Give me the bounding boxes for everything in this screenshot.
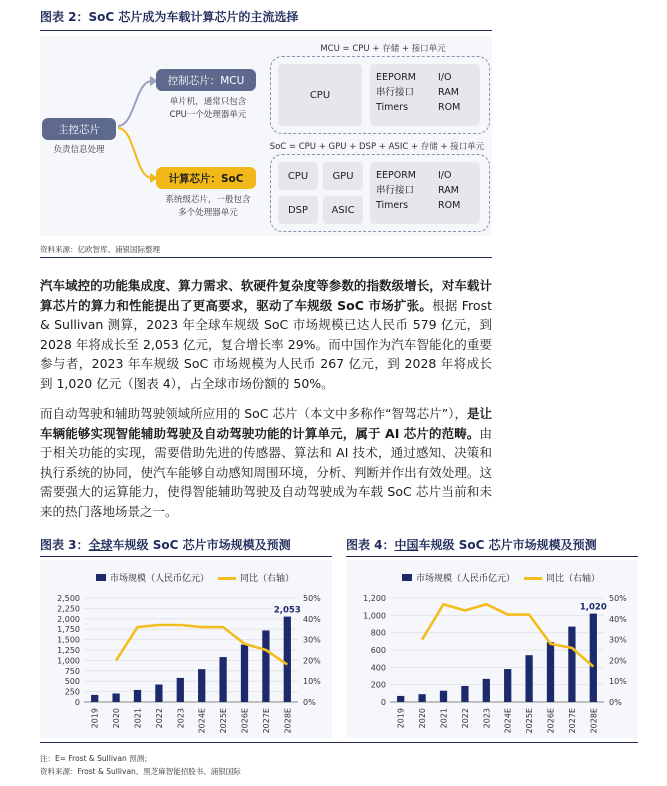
fig4-y2tick: 30% [609, 635, 627, 645]
fig3-yoy-line [116, 625, 287, 665]
fig4-ytick: 400 [370, 663, 386, 673]
fig3-xtick: 2023 [176, 708, 186, 729]
mcu-mem-list [376, 70, 416, 115]
fig4-ytick: 800 [370, 628, 386, 638]
mcu-mem-0: EEPORM [376, 72, 417, 83]
fig3-xtick: 2025E [219, 708, 229, 734]
paragraph-1 [40, 276, 492, 393]
mcu-box [156, 69, 256, 91]
fig3-title [40, 536, 291, 553]
fig3-y2tick: 0% [303, 698, 316, 707]
fig4-title-post: 车规级 SoC 芯片市场规模及预测 [418, 538, 597, 552]
fig3-bar-2028E [284, 617, 291, 702]
fig4-ytick: 1,000 [363, 611, 386, 621]
fig3-ytick: 2,500 [57, 594, 80, 603]
fig4-ytick: 1,200 [363, 594, 386, 603]
soc-label: 计算芯片：SoC [168, 172, 244, 185]
p1-rest: 根据 Frost & Sullivan 测算，2023 年全球车规级 SoC 市场规模已达人民币 579 亿元，到 2028 年将成长至 2,053 亿元，复合增长率 29%。而中国作为汽车智能化的重要参与者，2023 年车规级 SoC 市场规模为人民币 267 亿元，到 2028 年将成长到 1,020 亿元（图表 4），占全球市场份额的 50%。 [40, 297, 492, 391]
soc-mem-list [376, 168, 416, 213]
soc-unit-asic-label: ASIC [331, 204, 355, 216]
soc-mem-1: 串行接口 [376, 185, 415, 196]
mcu-desc-line1: 单片机，通常只包含 [169, 97, 247, 107]
fig3-bar-2019 [91, 695, 98, 702]
fig4-y2tick: 40% [609, 614, 627, 624]
fig3-xtick: 2028E [283, 708, 293, 734]
fig4-xtick: 2023 [482, 708, 492, 729]
fig4-bar-2020 [418, 694, 425, 702]
fig3-bar-2022 [155, 685, 162, 702]
fig4-y2tick: 20% [609, 656, 627, 666]
fig3-legend-line-swatch [218, 577, 236, 580]
fig3-xtick: 2026E [240, 708, 250, 734]
soc-io-0: I/O [438, 170, 452, 181]
fig4-title-rule [346, 556, 638, 557]
fig4-yoy-line [422, 604, 593, 666]
soc-mem-0: EEPORM [376, 170, 417, 181]
fig3-ytick: 1,000 [57, 656, 80, 666]
soc-unit-cpu-label: CPU [287, 170, 309, 182]
fig4-xtick: 2027E [567, 708, 577, 734]
notes-note: 注：E= Frost & Sullivan 预测； [40, 754, 152, 763]
fig3-ytick: 1,750 [57, 625, 80, 635]
fig2-panel [40, 36, 492, 236]
fig3-y2tick: 10% [303, 677, 321, 687]
fig4-xtick: 2028E [589, 708, 599, 734]
soc-io-list [438, 168, 460, 213]
fig3-ytick: 2,250 [57, 604, 80, 614]
fig4-xtick: 2025E [525, 708, 535, 734]
fig4-bar-2023 [483, 679, 490, 702]
fig4-bar-2021 [440, 691, 447, 702]
fig3-peak-label: 2,053 [273, 605, 301, 616]
fig3-bar-2027E [262, 630, 269, 702]
fig3-xtick: 2027E [261, 708, 271, 734]
fig4-y2tick: 10% [609, 677, 627, 687]
fig4-ytick: 0 [380, 698, 386, 707]
fig4-title [346, 536, 597, 553]
soc-mem-2: Timers [376, 200, 409, 211]
notes-rule [40, 742, 638, 743]
mcu-label: 控制芯片：MCU [167, 74, 245, 87]
mcu-mem-1: 串行接口 [376, 87, 415, 98]
fig2-source: 资料来源：亿欧智库、浦银国际整理 [40, 245, 160, 254]
fig3-title-region: 全球 [88, 538, 113, 552]
main-chip-desc: 负责信息处理 [53, 145, 105, 155]
main-chip-label: 主控芯片 [58, 123, 100, 136]
paragraph-2 [40, 404, 492, 521]
fig3-ytick: 500 [64, 677, 80, 687]
fig3-title-post: 车规级 SoC 芯片市场规模及预测 [112, 538, 291, 552]
fig3-bar-2020 [112, 693, 119, 702]
fig4-legend-line-label: 同比（右轴） [546, 574, 601, 584]
soc-unit-dsp [278, 196, 318, 224]
fig4-title-pre: 图表 4： [346, 538, 395, 552]
fig3-chart [40, 586, 332, 738]
fig3-legend-bar-label: 市场规模（人民币亿元） [110, 574, 210, 584]
fig4-chart [346, 586, 638, 738]
fig4-legend-line-swatch [524, 577, 542, 580]
soc-unit-dsp-label: DSP [287, 204, 309, 216]
fig3-bar-2023 [177, 678, 184, 702]
soc-formula: SoC = CPU + GPU + DSP + ASIC + 存储 + 接口单元 [269, 142, 485, 152]
mcu-io-2: ROM [438, 102, 461, 113]
fig3-xtick: 2021 [133, 708, 143, 729]
fig4-xtick: 2024E [503, 708, 513, 734]
fig4-title-region: 中国 [394, 538, 419, 552]
mcu-desc-line2: CPU一个处理器单元 [169, 110, 247, 120]
fig2-title: 图表 2：SoC 芯片成为车载计算芯片的主流选择 [40, 10, 299, 24]
fig4-xtick: 2026E [546, 708, 556, 734]
soc-desc-line2: 多个处理器单元 [178, 208, 238, 218]
soc-unit-gpu [323, 162, 363, 190]
fig3-ytick: 250 [64, 687, 80, 697]
fig2-title-rule [40, 30, 492, 31]
fig3-legend-bar-swatch [96, 574, 106, 581]
soc-box [156, 167, 256, 189]
fig4-bar-2019 [397, 696, 404, 702]
mcu-desc [152, 96, 264, 122]
fig3-y2tick: 30% [303, 635, 321, 645]
fig4-xtick: 2020 [418, 708, 428, 729]
fig3-xtick: 2020 [112, 708, 122, 729]
mcu-io-0: I/O [438, 72, 452, 83]
fig3-ytick: 2,000 [57, 614, 80, 624]
p1-bold: 汽车域控的功能集成度、算力需求、软硬件复杂度等参数的指数级增长，对车载计算芯片的算力和性能提出了更高要求，驱动了车规级 SoC 市场扩张。 [40, 278, 492, 313]
p2-a: 而自动驾驶和辅助驾驶领域所应用的 SoC 芯片（本文中多称作“智驾芯片”）， [40, 406, 467, 421]
fig3-xtick: 2022 [154, 708, 164, 729]
p2-bold: 是让车辆能够实现智能辅助驾驶及自动驾驶功能的计算单元，属于 AI 芯片的范畴。 [40, 406, 492, 441]
fig4-legend-bar-swatch [402, 574, 412, 581]
fig4-xtick: 2019 [396, 708, 406, 729]
fig3-ytick: 0 [74, 698, 80, 707]
mcu-formula: MCU = CPU + 存储 + 接口单元 [320, 44, 446, 54]
fig3-bar-2024E [198, 669, 205, 702]
soc-unit-gpu-label: GPU [332, 170, 354, 182]
soc-io-1: RAM [438, 185, 459, 196]
fig4-xtick: 2022 [460, 708, 470, 729]
fig2-bottom-rule [40, 257, 492, 258]
soc-desc [150, 194, 266, 220]
fig4-legend-bar-label: 市场规模（人民币亿元） [416, 574, 516, 584]
p2-b: 由于相关功能的实现，需要借助先进的传感器、算法和 AI 技术，通过感知、决策和执行系统的协同，使汽车能够自动感知周围环境，分析、判断并作出有效处理。这需要强大的运算能力，使得智能辅助驾驶及自动驾驶成为车载 SoC 芯片当前和未来的热门落地场景之一。 [40, 425, 492, 519]
fig4-y2tick: 50% [609, 594, 627, 603]
fig4-ytick: 200 [370, 680, 386, 690]
mcu-mem-2: Timers [376, 102, 409, 113]
fig4-bar-2022 [461, 686, 468, 702]
main-chip-box [42, 118, 116, 140]
fig4-peak-label: 1,020 [579, 602, 607, 613]
fig3-bar-2026E [241, 645, 248, 702]
fig3-legend-line-label: 同比（右轴） [240, 574, 295, 584]
fig4-bar-2025E [525, 655, 532, 702]
fig4-y2tick: 0% [609, 698, 622, 707]
fig3-title-pre: 图表 3： [40, 538, 89, 552]
fig3-bar-2025E [219, 657, 226, 702]
fig3-y2tick: 50% [303, 594, 321, 603]
fig3-y2tick: 20% [303, 656, 321, 666]
fig3-xtick: 2019 [90, 708, 100, 729]
fig4-bar-2027E [568, 627, 575, 702]
mcu-cpu-label: CPU [309, 89, 331, 101]
fig4-xtick: 2021 [439, 708, 449, 729]
mcu-cpu-block [278, 64, 362, 126]
fig3-ytick: 1,250 [57, 646, 80, 655]
fig3-y2tick: 40% [303, 614, 321, 624]
notes-source: 资料来源：Frost & Sullivan、黑芝麻智能招股书、浦银国际 [40, 767, 241, 776]
fig3-bar-2021 [134, 690, 141, 702]
mcu-io-list [438, 70, 460, 115]
fig3-title-rule [40, 556, 332, 557]
soc-desc-line1: 系统级芯片，一般包含 [165, 195, 251, 205]
soc-unit-cpu [278, 162, 318, 190]
mcu-io-1: RAM [438, 87, 459, 98]
fig4-bar-2028E [590, 614, 597, 702]
fig3-ytick: 1,500 [57, 635, 80, 645]
soc-io-2: ROM [438, 200, 461, 211]
fig4-bar-2026E [547, 642, 554, 702]
fig3-ytick: 750 [64, 666, 80, 676]
fig3-xtick: 2024E [197, 708, 207, 734]
soc-unit-asic [323, 196, 363, 224]
fig4-ytick: 600 [370, 646, 386, 655]
fig4-bar-2024E [504, 669, 511, 702]
